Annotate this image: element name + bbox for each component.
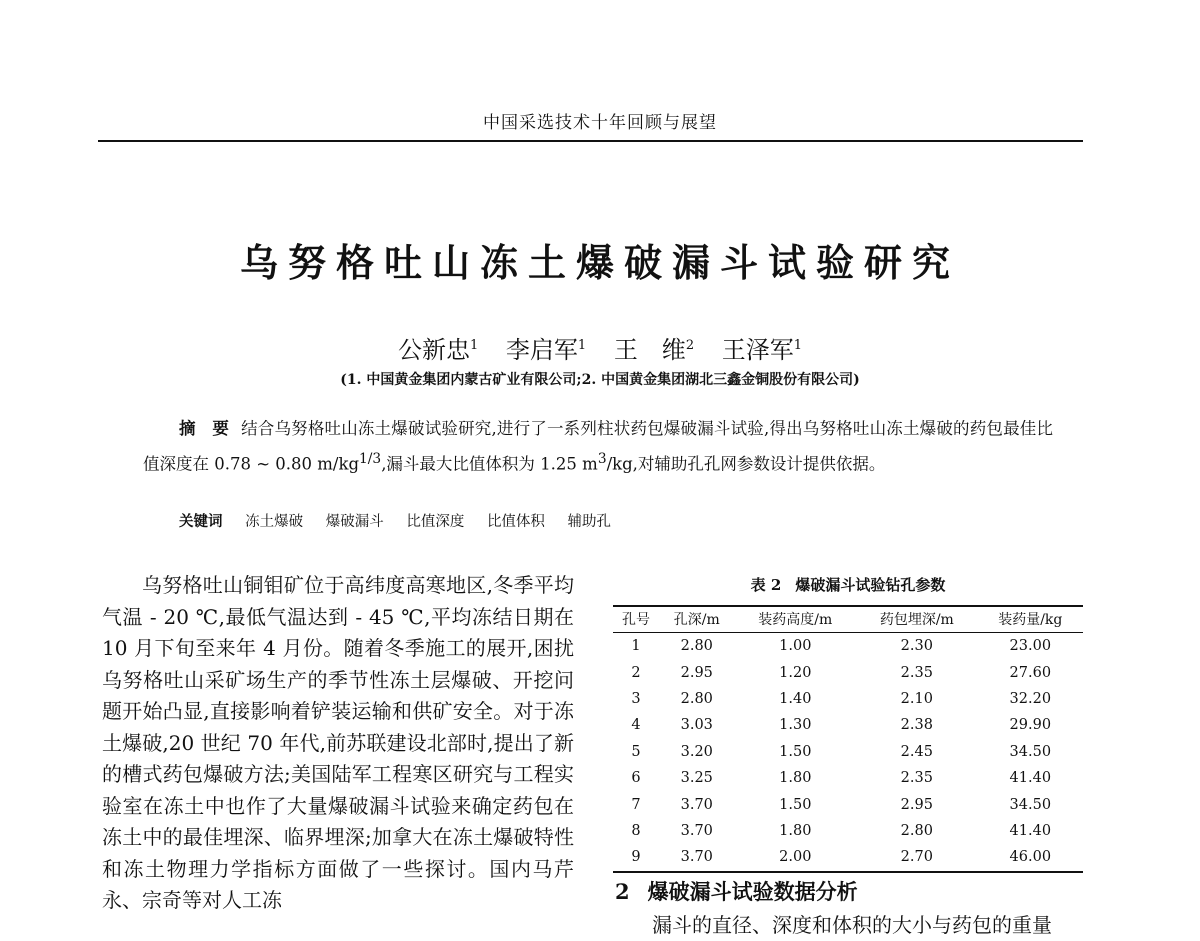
column-header: 药包埋深/m bbox=[856, 606, 978, 633]
table-cell: 41.40 bbox=[1009, 822, 1052, 839]
section-heading bbox=[615, 876, 858, 906]
table-cell: 29.90 bbox=[1009, 717, 1052, 734]
table-cell: 7 bbox=[631, 796, 641, 813]
table-cell: 2.35 bbox=[900, 770, 933, 787]
table-cell: 1.30 bbox=[779, 717, 812, 734]
body-paragraph-right: 漏斗的直径、深度和体积的大小与药包的重量 bbox=[652, 913, 1052, 937]
abstract-sup: 1/3 bbox=[359, 451, 382, 467]
table-cell: 2.45 bbox=[900, 743, 933, 760]
table-cell: 2.80 bbox=[680, 638, 713, 655]
table-row bbox=[613, 765, 1083, 791]
table-cell: 3.03 bbox=[680, 717, 713, 734]
table-row bbox=[613, 633, 1083, 660]
affiliations: (1. 中国黄金集团内蒙古矿业有限公司;2. 中国黄金集团湖北三鑫金铜股份有限公司) bbox=[340, 372, 860, 388]
table-cell: 2.95 bbox=[680, 664, 713, 681]
table-cell: 34.50 bbox=[1009, 796, 1052, 813]
table-caption bbox=[613, 574, 1083, 595]
table-number: 表 2 bbox=[750, 576, 782, 594]
table-cell: 41.40 bbox=[1009, 770, 1052, 787]
table-cell: 2 bbox=[631, 664, 641, 681]
table-cell: 1.50 bbox=[779, 743, 812, 760]
table-cell: 2.80 bbox=[680, 690, 713, 707]
author-list bbox=[0, 330, 1200, 365]
table-cell: 4 bbox=[631, 717, 641, 734]
table-cell: 2.35 bbox=[900, 664, 933, 681]
table-cell: 3.25 bbox=[680, 770, 713, 787]
table-row bbox=[613, 844, 1083, 871]
column-header: 孔深/m bbox=[659, 606, 735, 633]
abstract-sup: 3 bbox=[597, 451, 607, 467]
table-cell: 1 bbox=[631, 638, 641, 655]
table-row bbox=[613, 818, 1083, 844]
abstract-label: 摘 要 bbox=[179, 419, 230, 438]
keyword: 比值体积 bbox=[486, 514, 545, 530]
table-title: 爆破漏斗试验钻孔参数 bbox=[795, 576, 946, 594]
keyword: 冻土爆破 bbox=[245, 514, 304, 530]
table-cell: 3.20 bbox=[680, 743, 713, 760]
table-cell: 2.30 bbox=[900, 638, 933, 655]
abstract bbox=[143, 414, 1053, 480]
keyword: 辅助孔 bbox=[567, 514, 612, 530]
table-cell: 2.80 bbox=[900, 822, 933, 839]
table-row bbox=[613, 712, 1083, 738]
table-cell: 3.70 bbox=[659, 844, 735, 871]
keyword: 比值深度 bbox=[406, 514, 465, 530]
header-rule bbox=[98, 140, 1083, 142]
table-cell: 6 bbox=[631, 770, 641, 787]
table-cell: 2.00 bbox=[735, 844, 857, 871]
abstract-text: 结合乌努格吐山冻土爆破试验研究,进行了一系列柱状药包爆破漏斗试验,得出乌努格吐山冻土爆破的药包最佳比值深度在 0.78 ~ 0.80 m/kg bbox=[143, 419, 1053, 474]
table-cell: 2.70 bbox=[856, 844, 978, 871]
drill-parameters-table bbox=[613, 605, 1083, 873]
table-row bbox=[613, 739, 1083, 765]
table-header-row bbox=[613, 606, 1083, 633]
table-cell: 27.60 bbox=[1009, 664, 1052, 681]
table-cell: 23.00 bbox=[1009, 638, 1052, 655]
table-cell: 46.00 bbox=[978, 844, 1083, 871]
abstract-text: ,漏斗最大比值体积为 1.25 m bbox=[381, 454, 598, 474]
author: 王 维$^2$ bbox=[613, 336, 695, 364]
table-cell: 2.10 bbox=[900, 690, 933, 707]
table-cell: 2.38 bbox=[900, 717, 933, 734]
body-paragraph-left: 乌努格吐山铜钼矿位于高纬度高寒地区,冬季平均气温 - 20 ℃,最低气温达到 - 45 ℃,平均冻结日期在 10 月下旬至来年 4 月份。随着冬季施工的展开,困扰乌努格吐山采矿场生产的季节性冻土层爆破、开挖问题开始凸显,直接影响着铲装运输和供矿安全。对于冻土爆破,20 世纪 70 年代,前苏联建设北部时,提出了新的槽式药包爆破方法;美国陆军工程寒区研究与工程实验室在冻土中也作了大量爆破漏斗试验来确定药包在冻土中的最佳埋深、临界埋深;加拿大在冻土爆破特性和冻土物理力学指标方面做了一些探讨。国内马芹永、宗奇等对人工冻 bbox=[102, 573, 574, 912]
table-cell: 9 bbox=[613, 844, 659, 871]
table-cell: 1.00 bbox=[779, 638, 812, 655]
table-cell: 1.50 bbox=[779, 796, 812, 813]
section-title: 爆破漏斗试验数据分析 bbox=[647, 879, 858, 904]
column-header: 装药量/kg bbox=[978, 606, 1083, 633]
table-cell: 34.50 bbox=[1009, 743, 1052, 760]
table-cell: 1.20 bbox=[779, 664, 812, 681]
column-header: 装药高度/m bbox=[735, 606, 857, 633]
author: 王泽军$^1$ bbox=[721, 336, 803, 364]
author: 公新忠$^1$ bbox=[397, 336, 479, 364]
table-row bbox=[613, 659, 1083, 685]
author: 李启军$^1$ bbox=[505, 336, 587, 364]
column-header: 孔号 bbox=[613, 606, 659, 633]
table-cell: 2.95 bbox=[900, 796, 933, 813]
table-cell: 1.40 bbox=[779, 690, 812, 707]
keywords bbox=[179, 510, 629, 531]
abstract-text: /kg,对辅助孔孔网参数设计提供依据。 bbox=[606, 454, 886, 474]
table-cell: 8 bbox=[631, 822, 641, 839]
table-cell: 3 bbox=[631, 690, 641, 707]
running-head: 中国采选技术十年回顾与展望 bbox=[483, 113, 717, 133]
table-cell: 5 bbox=[631, 743, 641, 760]
table-cell: 1.80 bbox=[779, 770, 812, 787]
paper-title: 乌努格吐山冻土爆破漏斗试验研究 bbox=[239, 240, 960, 285]
table-cell: 3.70 bbox=[680, 796, 713, 813]
table-row bbox=[613, 791, 1083, 817]
keywords-label: 关键词 bbox=[179, 513, 223, 530]
keyword: 爆破漏斗 bbox=[325, 514, 384, 530]
table-row bbox=[613, 686, 1083, 712]
table-cell: 3.70 bbox=[680, 822, 713, 839]
table-cell: 32.20 bbox=[1009, 690, 1052, 707]
section-number: 2 bbox=[615, 879, 630, 904]
table-cell: 1.80 bbox=[779, 822, 812, 839]
